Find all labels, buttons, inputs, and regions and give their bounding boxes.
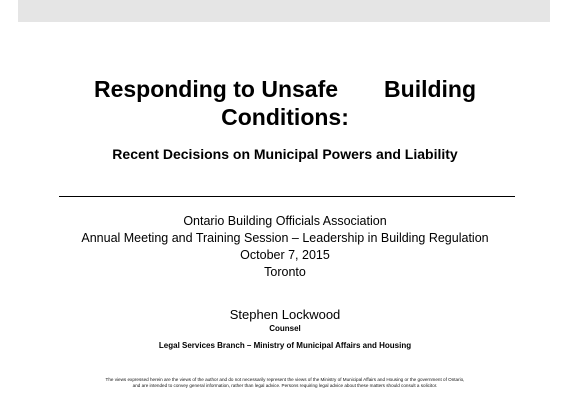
title-part-2: Building [384,76,477,102]
slide-title [0,75,570,131]
event-info [0,213,570,281]
author-branch: Legal Services Branch – Ministry of Municipal Affairs and Housing [158,341,412,350]
event-location: Toronto [264,265,306,279]
title-part-1: Responding to Unsafe [93,76,339,102]
event-name: Annual Meeting and Training Session – Leadership in Building Regulation [81,231,489,245]
author-role: Counsel [269,324,301,333]
disclaimer-line-1: The views expressed herein are the views of the author and do not necessarily represent the views of the Ministry of Municipal Affairs and Housing or the government of Ontario, [105,377,465,382]
divider-line [59,196,515,197]
author-name: Stephen Lockwood [229,307,341,322]
slide-subtitle: Recent Decisions on Municipal Powers and Liability [112,146,458,162]
disclaimer [0,377,570,389]
organization-name: Ontario Building Officials Association [183,214,387,228]
event-date: October 7, 2015 [240,248,330,262]
viewer-top-bar [18,0,550,22]
disclaimer-line-2: and are intended to convey general information, rather than legal advice. Persons requiring legal advice about these matters should consult a solicitor. [132,383,438,388]
title-line-1 [0,75,570,103]
title-line-2: Conditions: [221,104,349,130]
